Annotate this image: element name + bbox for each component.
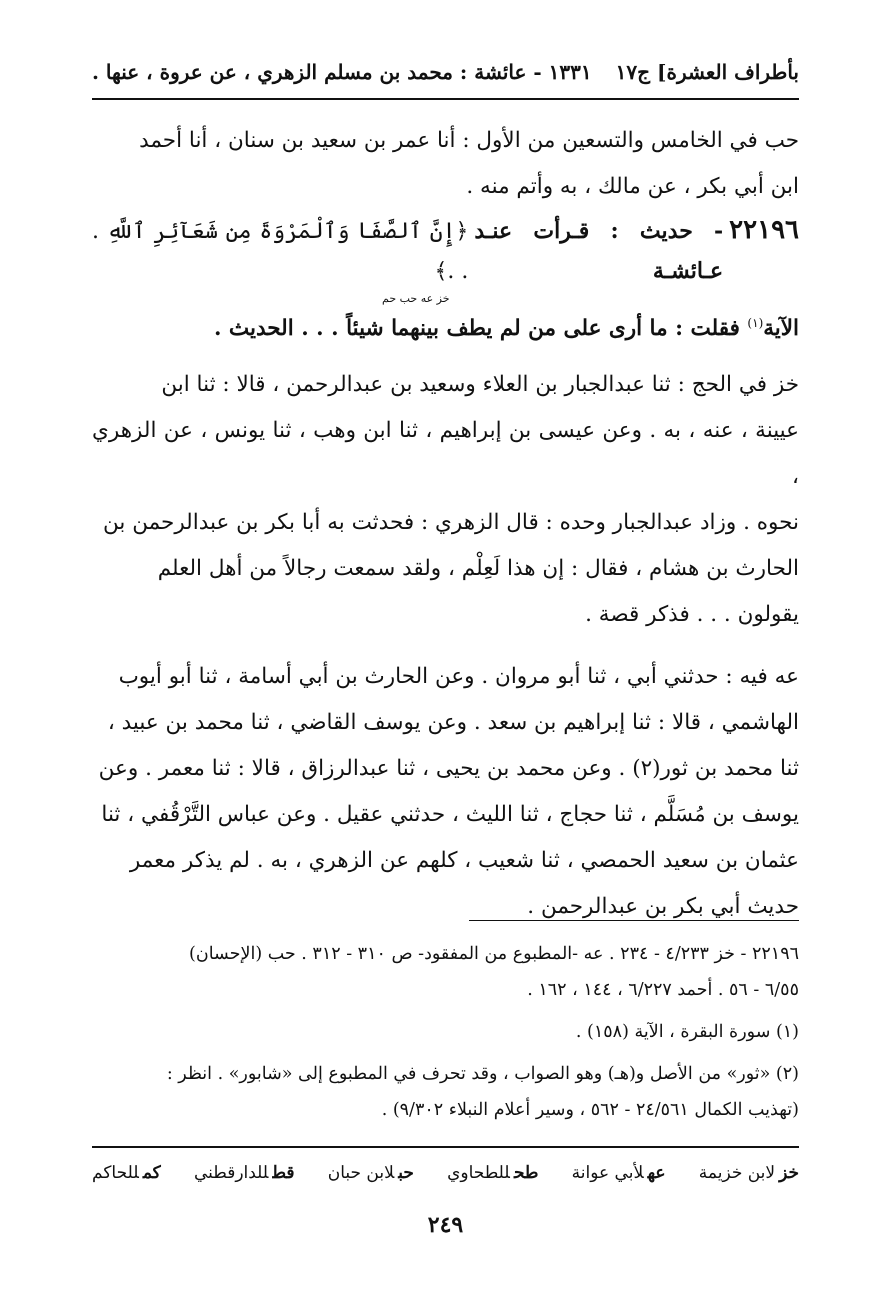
source-reference: ٢٢١٩٦ - خز ٤/٢٣٣ - ٢٣٤ . عه -المطبوع من المفقود- ص ٣١٠ - ٣١٢ . حب (الإحسان) — [189, 944, 799, 964]
footnotes — [92, 936, 799, 1128]
hadith-text: فقلت : ما أرى على من لم يطف بينهما شيئاً . . . الحديث . — [213, 316, 740, 342]
hadith-text-line — [92, 306, 799, 346]
footnote-1: (١) سورة البقرة ، الآية (١٥٨) . — [575, 1022, 799, 1042]
paragraph-line: الهاشمي ، قالا : ثنا إبراهيم بن سعد . وعن يوسف القاضي ، ثنا محمد بن عبيد ، — [107, 710, 799, 736]
paragraph-line: يوسف بن مُسَلَّم ، ثنا حجاج ، ثنا الليث ، حدثني عقيل . وعن عباس التَّرْقُفي ، ثنا — [101, 802, 799, 828]
footnote-2: (٢) «ثور» من الأصل و(هـ) وهو الصواب ، وقد تحرف في المطبوع إلى «شابور» . انظر : — [166, 1064, 799, 1084]
main-text — [92, 118, 799, 930]
hadith-heading-text: - حديث : قـرأت عنـد عـائشـة — [474, 218, 724, 284]
source-reference: ٦/٥٥ - ٥٦ . أحمد ٦/٢٢٧ ، ١٤٤ ، ١٦٢ . — [527, 980, 799, 1000]
hadith-number: ٢٢١٩٦ — [729, 215, 799, 245]
legend-divider — [92, 1146, 799, 1148]
footnote-divider — [469, 920, 799, 921]
paragraph-line: الحارث بن هشام ، فقال : إن هذا لَعِلْم ، ولقد سمعت رجالاً من أهل العلم — [157, 556, 799, 582]
legend-item: حبلابن حبان — [327, 1163, 414, 1183]
hadith-heading — [92, 210, 799, 292]
legend-item: طحللطحاوي — [447, 1163, 539, 1183]
paragraph-line: نحوه . وزاد عبدالجبار وحده : قال الزهري : فحدثت به أبا بكر بن عبدالرحمن بن — [103, 510, 799, 536]
paragraph-line: عيينة ، عنه ، به . وعن عيسى بن إبراهيم ، ثنا ابن وهب ، ثنا يونس ، عن الزهري ، — [92, 418, 799, 490]
quran-verse: ﴿إِنَّ ٱلصَّفَا وَٱلْمَرْوَةَ مِن شَعَآئِرِ ٱللَّهِ . . .﴾ — [92, 219, 469, 284]
header-divider — [92, 98, 799, 100]
paragraph-line: خز في الحج : ثنا عبدالجبار بن العلاء وسعيد بن عبدالرحمن ، قالا : ثنا ابن — [161, 372, 799, 398]
ah-paragraph — [92, 654, 799, 930]
intro-line: حب في الخامس والتسعين من الأول : أنا عمر بن سعيد بن سنان ، أنا أحمد — [139, 128, 799, 153]
book-title: بأطراف العشرة] ج١٧ — [615, 60, 799, 84]
legend-item: قطللدارقطني — [193, 1163, 295, 1183]
section-title: ١٣٣١ - عائشة : محمد بن مسلم الزهري ، عن عروة ، عنها . — [92, 60, 592, 84]
running-header — [92, 50, 799, 94]
paragraph-line: عثمان بن سعيد الحمصي ، ثنا شعيب ، كلهم عن الزهري ، به . لم يذكر معمر — [129, 848, 799, 874]
footnote-2-cont: (تهذيب الكمال ٢٤/٥٦١ - ٥٦٢ ، وسير أعلام النبلاء ٩/٣٠٢) . — [381, 1100, 799, 1120]
paragraph-line: يقولون . . . فذكر قصة . — [585, 602, 799, 628]
paragraph-line: عه فيه : حدثني أبي ، ثنا أبو مروان . وعن الحارث بن أبي أسامة ، ثنا أبو أيوب — [118, 664, 799, 690]
source-sigla: خز عه حب حم — [382, 292, 450, 305]
legend-item: عهلأبي عوانة — [571, 1163, 666, 1183]
paragraph-line: حديث أبي بكر بن عبدالرحمن . — [527, 894, 799, 920]
intro-line: ابن أبي بكر ، عن مالك ، به وأتم منه . — [466, 174, 799, 199]
abbreviation-legend — [92, 1156, 799, 1190]
footnote-marker: (١) — [747, 316, 764, 330]
legend-item: كمللحاكم — [92, 1163, 161, 1183]
header-right — [616, 60, 799, 84]
paragraph-line: ثنا محمد بن ثور(٢) . وعن محمد بن يحيى ، ثنا عبدالرزاق ، قالا : ثنا معمر . وعن — [98, 756, 799, 782]
verse-word: الآية — [763, 316, 799, 342]
khz-paragraph — [92, 362, 799, 638]
page-number: ٢٤٩ — [427, 1212, 464, 1238]
legend-item: خزلابن خزيمة — [698, 1163, 799, 1183]
